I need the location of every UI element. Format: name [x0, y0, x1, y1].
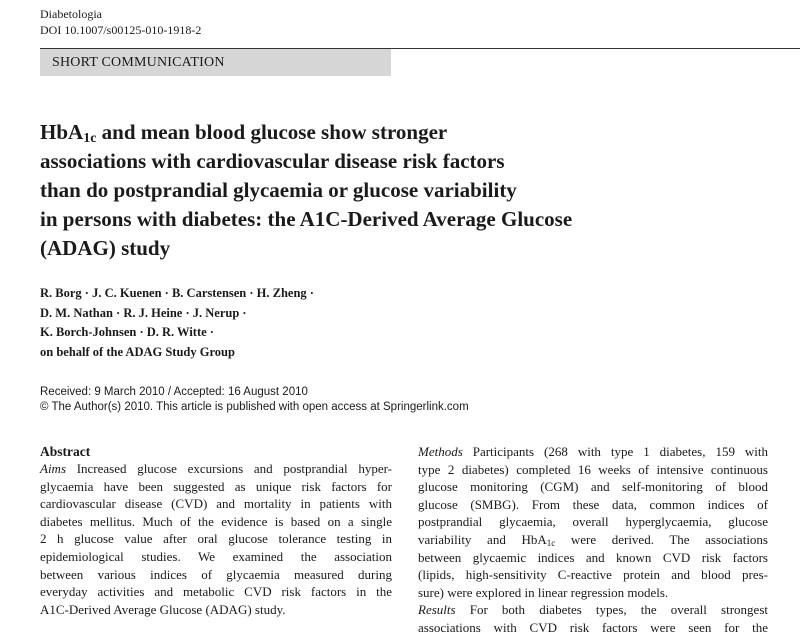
aims-line: between various indices of glycaemia measured during	[40, 566, 392, 582]
results-line: Results For both diabetes types, the overall strongest	[418, 602, 768, 618]
methods-line: type 2 diabetes) completed 16 weeks of intensive continuous	[418, 461, 768, 477]
abstract-heading: Abstract	[40, 444, 91, 459]
title-line-2: associations with cardiovascular disease risk factors	[40, 149, 505, 173]
methods-line: glucose monitoring (CGM) and self-monitoring of blood	[418, 479, 768, 495]
aims-line: Aims Increased glucose excursions and postprandial hyper-	[40, 461, 392, 476]
copyright-notice: © The Author(s) 2010. This article is published with open access at Springerlink.com	[40, 401, 469, 413]
methods-line: glucose (SMBG). From these data, common indices of	[418, 496, 768, 512]
author-line-1: R. Borg · J. C. Kuenen · B. Carstensen · H. Zheng ·	[40, 286, 314, 300]
methods-line: variability and HbA$_{1c}$ were derived. The associations	[418, 531, 768, 548]
doi: DOI 10.1007/s00125-010-1918-2	[40, 23, 202, 37]
aims-line: epidemiological studies. We examined the association	[40, 548, 392, 564]
aims-line: 2 h glucose value after oral glucose tolerance testing in	[40, 531, 392, 547]
article-title	[40, 118, 780, 263]
journal-name: Diabetologia	[40, 7, 102, 21]
methods-line: sure) were explored in linear regression models.	[418, 584, 669, 600]
methods-line: postprandial glycaemia, overall hyperglycaemia, glucose	[418, 514, 768, 530]
title-line-1: HbA$_{1c}$ and mean blood glucose show stronger	[40, 120, 448, 146]
abstract-aims	[40, 460, 392, 618]
results-line: associations with CVD risk factors were seen for the	[418, 619, 768, 635]
aims-line: everyday activities and metabolic CVD risk factors in the	[40, 584, 392, 600]
aims-line: glycaemia have been suggested as unique risk factors for	[40, 478, 392, 494]
author-line-4: on behalf of the ADAG Study Group	[40, 344, 235, 359]
received-dates: Received: 9 March 2010 / Accepted: 16 August 2010	[40, 386, 308, 398]
aims-line: A1C-Derived Average Glucose (ADAG) study.	[40, 601, 286, 617]
methods-label: Methods	[418, 444, 463, 459]
aims-label: Aims	[40, 461, 66, 476]
aims-line: diabetes mellitus. Much of the evidence is based on a single	[40, 513, 392, 529]
author-line-2: D. M. Nathan · R. J. Heine · J. Nerup ·	[40, 305, 247, 320]
section-tag: SHORT COMMUNICATION	[40, 49, 391, 76]
title-line-4: in persons with diabetes: the A1C-Derived Average Glucose	[40, 207, 573, 231]
methods-line: (lipids, high-sensitivity C-reactive protein and blood pres-	[418, 567, 768, 583]
author-list	[40, 284, 640, 362]
title-line-5: (ADAG) study	[40, 236, 171, 260]
title-line-3: than do postprandial glycaemia or glucose variability	[40, 178, 517, 202]
methods-line: Methods Participants (268 with type 1 diabetes, 159 with	[418, 444, 768, 459]
author-line-3: K. Borch-Johnsen · D. R. Witte ·	[40, 325, 214, 339]
abstract-methods-results	[418, 443, 768, 637]
aims-line: cardiovascular disease (CVD) and mortality in patients with	[40, 496, 392, 512]
results-label: Results	[418, 602, 456, 618]
methods-line: between glycaemic indices and known CVD risk factors	[418, 549, 768, 565]
